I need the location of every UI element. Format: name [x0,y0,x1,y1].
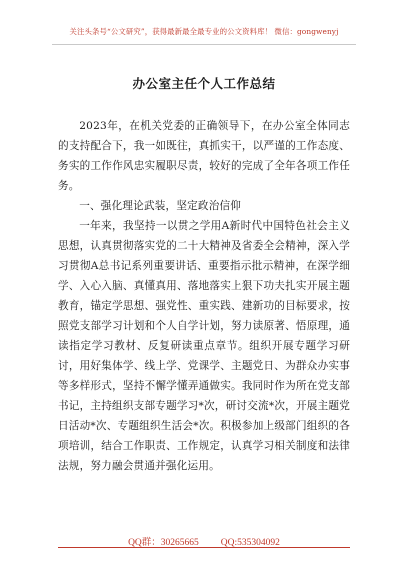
document-body [58,116,350,476]
document-title: 办公室主任个人工作总结 [132,76,276,91]
header-divider [52,44,356,45]
footer-divider [58,547,350,548]
footer-contact [0,534,408,548]
qq-group-text: QQ群：30265665 [128,538,199,548]
section-paragraph: 一年来，我坚持一以贯之学用A新时代中国特色社会主义思想，认真贯彻落实党的二十大精神及省委全会精神，深入学习贯彻A总书记系列重要讲话、重要指示批示精神，在深学细学、入心入脑、真懂真用、落地落实上狠下功夫扎实开展主题教育，锚定学思想、强党性、重实践、建新功的目标要求，按照党支部学习计划和个人自学计划，努力读原著、悟原理，通读指定学习教材、反复研读重点章节。组织开展专题学习研讨，用好集体学、线上学、党课学、主题党日、为群众办实事等多样形式，坚持不懈学懂弄通做实。我同时作为所在党支部书记，主持组织支部专题学习*次，研讨交流*次，开展主题党日活动*次、专题组织生活会*次。积极参加上级部门组织的各项培训，结合工作职责、工作规定，认真学习相关制度和法律法规，努力融会贯通并强化运用。 [58,220,350,472]
intro-paragraph: 2023年，在机关党委的正确领导下，在办公室全体同志的支持配合下，我一如既往，真抓实干，以严谨的工作态度、务实的工作作风忠实履职尽责，较好的完成了全年各项工作任务。 [58,120,350,192]
header-banner: 关注头条号“公文研究”，获得最新最全最专业的公文资料库！ 微信：gongwenyj [69,27,339,36]
section-heading: 一、强化理论武装，坚定政治信仰 [79,200,242,212]
qq-number-text: QQ:535304092 [220,538,280,548]
